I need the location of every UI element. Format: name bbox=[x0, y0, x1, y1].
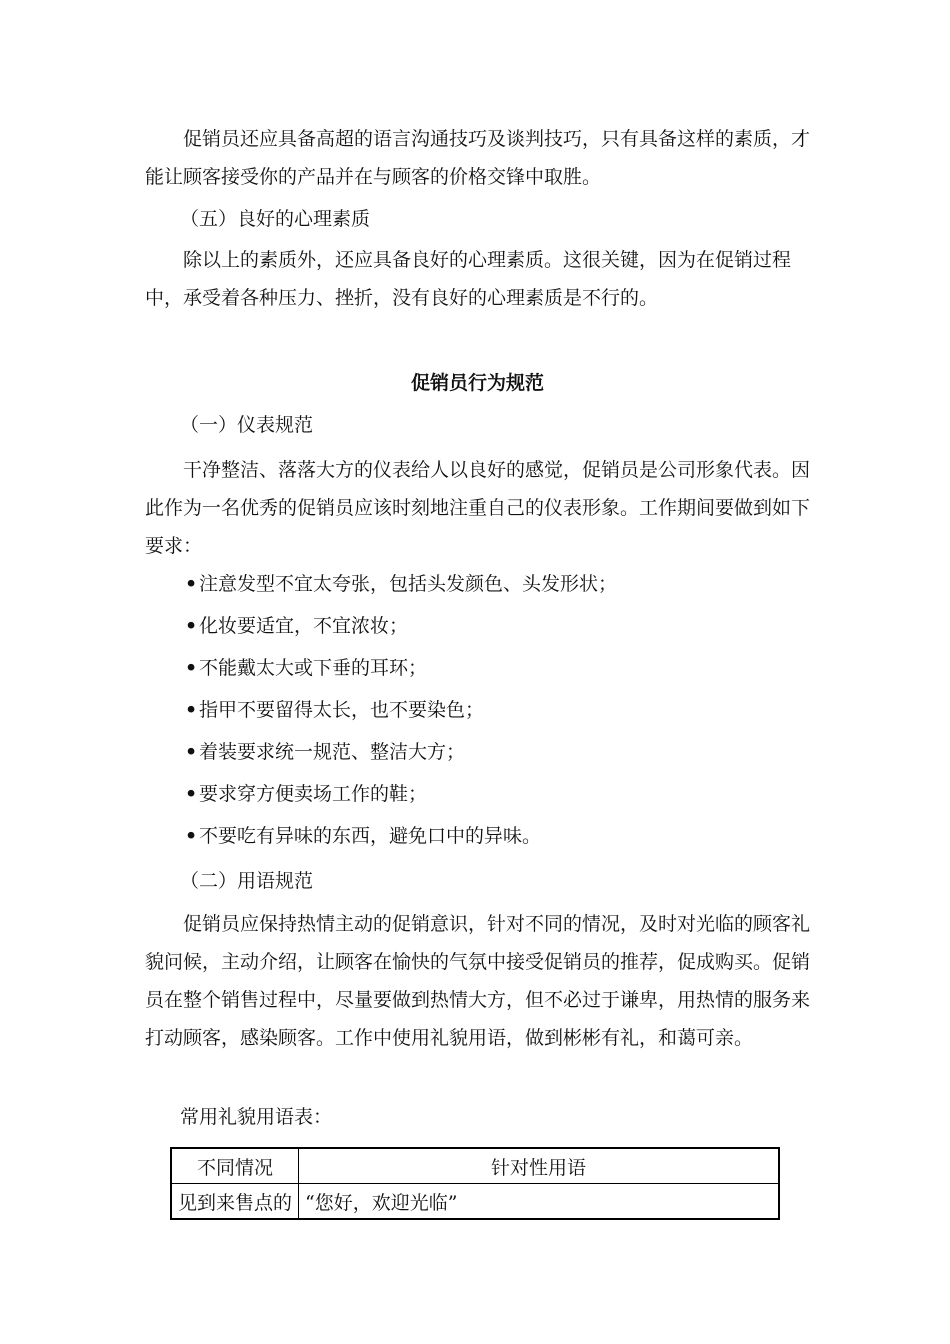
paragraph-language: 促销员应保持热情主动的促销意识，针对不同的情况，及时对光临的顾客礼貌问候，主动介绍，让顾客在愉快的气氛中接受促销员的推荐，促成购买。促销员在整个销售过程中，尽量要做到热情大方，但不必过于谦卑，用热情的服务来打动顾客，感染顾客。工作中使用礼貌用语，做到彬彬有礼，和蔼可亲。 bbox=[145, 913, 811, 1049]
subheading-psychological-quality: （五）良好的心理素质 bbox=[180, 208, 371, 230]
list-item: •着装要求统一规范、整洁大方； bbox=[185, 731, 617, 773]
paragraph-language-skills: 促销员还应具备高超的语言沟通技巧及谈判技巧，只有具备这样的素质，才能让顾客接受你的产品并在与顾客的价格交锋中取胜。 bbox=[145, 128, 811, 188]
list-item: •要求穿方便卖场工作的鞋； bbox=[185, 773, 617, 815]
bullet-icon: • bbox=[185, 573, 198, 595]
table-cell-phrase: “您好，欢迎光临” bbox=[299, 1184, 779, 1220]
bullet-icon: • bbox=[185, 825, 198, 847]
bullet-icon: • bbox=[185, 783, 198, 805]
table-row bbox=[171, 1184, 779, 1220]
subheading-language: （二）用语规范 bbox=[180, 870, 314, 892]
table-header-row bbox=[171, 1148, 779, 1184]
paragraph-psychological-quality: 除以上的素质外，还应具备良好的心理素质。这很关键，因为在促销过程中，承受着各种压力、挫折，没有良好的心理素质是不行的。 bbox=[145, 249, 792, 309]
table-caption: 常用礼貌用语表： bbox=[180, 1106, 333, 1128]
appearance-requirements-list bbox=[185, 563, 617, 857]
polite-phrases-table bbox=[170, 1147, 780, 1220]
list-item: •不能戴太大或下垂的耳环； bbox=[185, 647, 617, 689]
column-header-situation: 不同情况 bbox=[171, 1148, 299, 1184]
list-item: •注意发型不宜太夸张，包括头发颜色、头发形状； bbox=[185, 563, 617, 605]
paragraph-appearance: 干净整洁、落落大方的仪表给人以良好的感觉，促销员是公司形象代表。因此作为一名优秀的促销员应该时刻地注重自己的仪表形象。工作期间要做到如下要求： bbox=[145, 459, 811, 557]
bullet-icon: • bbox=[185, 615, 198, 637]
list-item: •化妆要适宜，不宜浓妆； bbox=[185, 605, 617, 647]
bullet-icon: • bbox=[185, 699, 198, 721]
column-header-phrase: 针对性用语 bbox=[299, 1148, 779, 1184]
bullet-icon: • bbox=[185, 657, 198, 679]
subheading-appearance: （一）仪表规范 bbox=[180, 414, 314, 436]
list-item: •指甲不要留得太长，也不要染色； bbox=[185, 689, 617, 731]
bullet-icon: • bbox=[185, 741, 198, 763]
list-item: •不要吃有异味的东西，避免口中的异味。 bbox=[185, 815, 617, 857]
section-title: 促销员行为规范 bbox=[410, 372, 544, 394]
table-cell-situation: 见到来售点的 bbox=[171, 1184, 299, 1220]
